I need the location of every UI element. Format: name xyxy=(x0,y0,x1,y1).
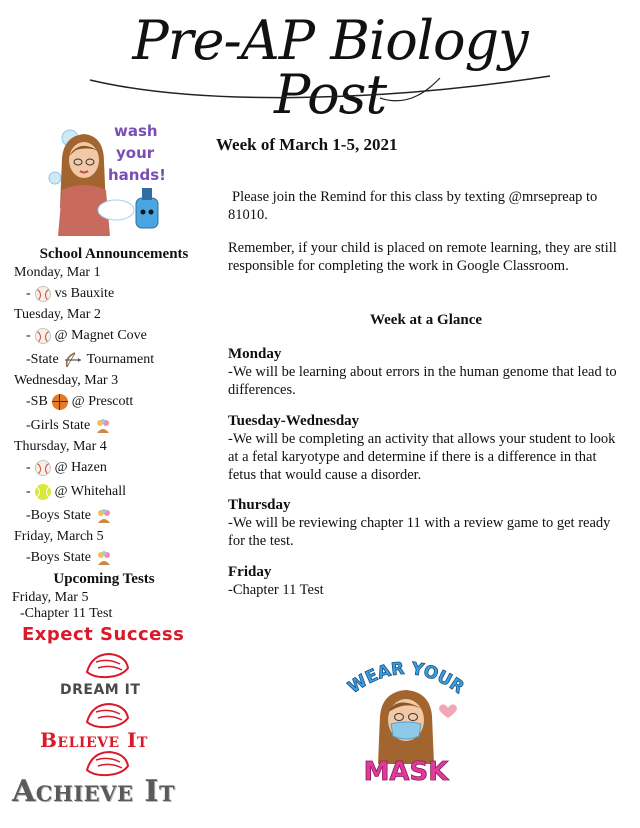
softball-icon xyxy=(35,484,51,500)
announcement-event xyxy=(14,282,214,306)
wear-your-text: WEAR YOUR xyxy=(344,658,468,699)
achieve-it-text: Achieve It xyxy=(12,774,176,809)
section-thursday xyxy=(228,496,624,550)
title-flourish xyxy=(80,68,560,108)
event-text: @ Hazen xyxy=(54,460,107,475)
event-text: @ Whitehall xyxy=(54,484,127,499)
event-prefix: - xyxy=(26,286,31,301)
announcement-day: Friday, March 5 xyxy=(14,529,104,544)
section-friday xyxy=(228,563,624,599)
announcement-event xyxy=(14,456,214,480)
announcement-day: Wednesday, Mar 3 xyxy=(14,373,119,388)
believe-it-text: Believe It xyxy=(40,728,148,752)
upcoming-tests-list xyxy=(12,590,112,622)
week-at-a-glance-title: Week at a Glance xyxy=(369,312,483,328)
remind-paragraph: Please join the Remind for this class by texting @mrsepreap to 81010. xyxy=(228,189,598,223)
announcement-event xyxy=(14,504,214,528)
section-tuesday-wednesday xyxy=(228,412,624,484)
trophy-icon xyxy=(95,549,113,567)
mask-text: MASK xyxy=(363,757,449,786)
announcement-event xyxy=(14,390,214,414)
event-prefix: -Boys State xyxy=(26,550,91,565)
event-text: @ Prescott xyxy=(71,394,134,409)
section-body: -We will be completing an activity that allows your student to look at a fetal karyotype and determine if there is a difference in that fetus that would cause a disorder. xyxy=(228,431,616,483)
announcements-title: School Announcements xyxy=(39,246,189,262)
event-prefix: - xyxy=(26,484,31,499)
baseball-icon xyxy=(35,328,51,344)
section-monday xyxy=(228,345,624,399)
section-body: -Chapter 11 Test xyxy=(228,582,324,598)
event-prefix: - xyxy=(26,328,31,343)
trophy-icon xyxy=(94,417,112,435)
event-prefix: -State xyxy=(26,352,59,367)
section-heading: Thursday xyxy=(228,497,291,513)
test-day: Friday, Mar 5 xyxy=(12,590,89,605)
remote-learning-paragraph: Remember, if your child is placed on remote learning, they are still responsible for completing the work in Google Classroom. xyxy=(228,240,617,274)
event-text: Tournament xyxy=(86,352,155,367)
wash-text: wash xyxy=(114,122,158,140)
event-text: vs Bauxite xyxy=(54,286,115,301)
event-prefix: -Girls State xyxy=(26,418,91,433)
upcoming-tests-title: Upcoming Tests xyxy=(53,571,155,587)
event-prefix: -SB xyxy=(26,394,48,409)
wear-your-mask-bitmoji xyxy=(336,656,476,786)
event-text: @ Magnet Cove xyxy=(54,328,147,343)
announcement-day: Tuesday, Mar 2 xyxy=(14,307,101,322)
your-text: your xyxy=(116,144,155,162)
lion-mascot-icon xyxy=(82,650,132,680)
announcement-event xyxy=(14,546,214,570)
announcement-event xyxy=(14,414,214,438)
section-heading: Friday xyxy=(228,564,272,580)
archery-icon xyxy=(63,351,83,369)
week-title: Week of March 1-5, 2021 xyxy=(216,135,398,154)
announcement-day: Monday, Mar 1 xyxy=(14,265,101,280)
page-title: Pre-AP Biology Post xyxy=(132,9,528,126)
wash-hands-bitmoji xyxy=(40,118,170,238)
trophy-icon xyxy=(95,507,113,525)
announcement-event xyxy=(14,480,214,504)
section-body: -We will be reviewing chapter 11 with a review game to get ready for the test. xyxy=(228,515,611,549)
announcement-day: Thursday, Mar 4 xyxy=(14,439,107,454)
section-heading: Tuesday-Wednesday xyxy=(228,413,360,429)
baseball-icon xyxy=(35,286,51,302)
lion-mascot-icon xyxy=(82,700,132,730)
basketball-icon xyxy=(52,394,68,410)
dream-it-text: DREAM IT xyxy=(60,682,141,698)
hands-text: hands! xyxy=(108,166,166,184)
event-prefix: -Boys State xyxy=(26,508,91,523)
announcement-event xyxy=(14,348,214,372)
section-heading: Monday xyxy=(228,346,282,362)
expect-success-text: Expect Success xyxy=(22,624,185,645)
section-body: -We will be learning about errors in the human genome that lead to differences. xyxy=(228,364,617,398)
announcement-event xyxy=(14,324,214,348)
announcements-list xyxy=(14,264,214,570)
baseball-icon xyxy=(35,460,51,476)
event-prefix: - xyxy=(26,460,31,475)
test-item: -Chapter 11 Test xyxy=(20,606,113,621)
